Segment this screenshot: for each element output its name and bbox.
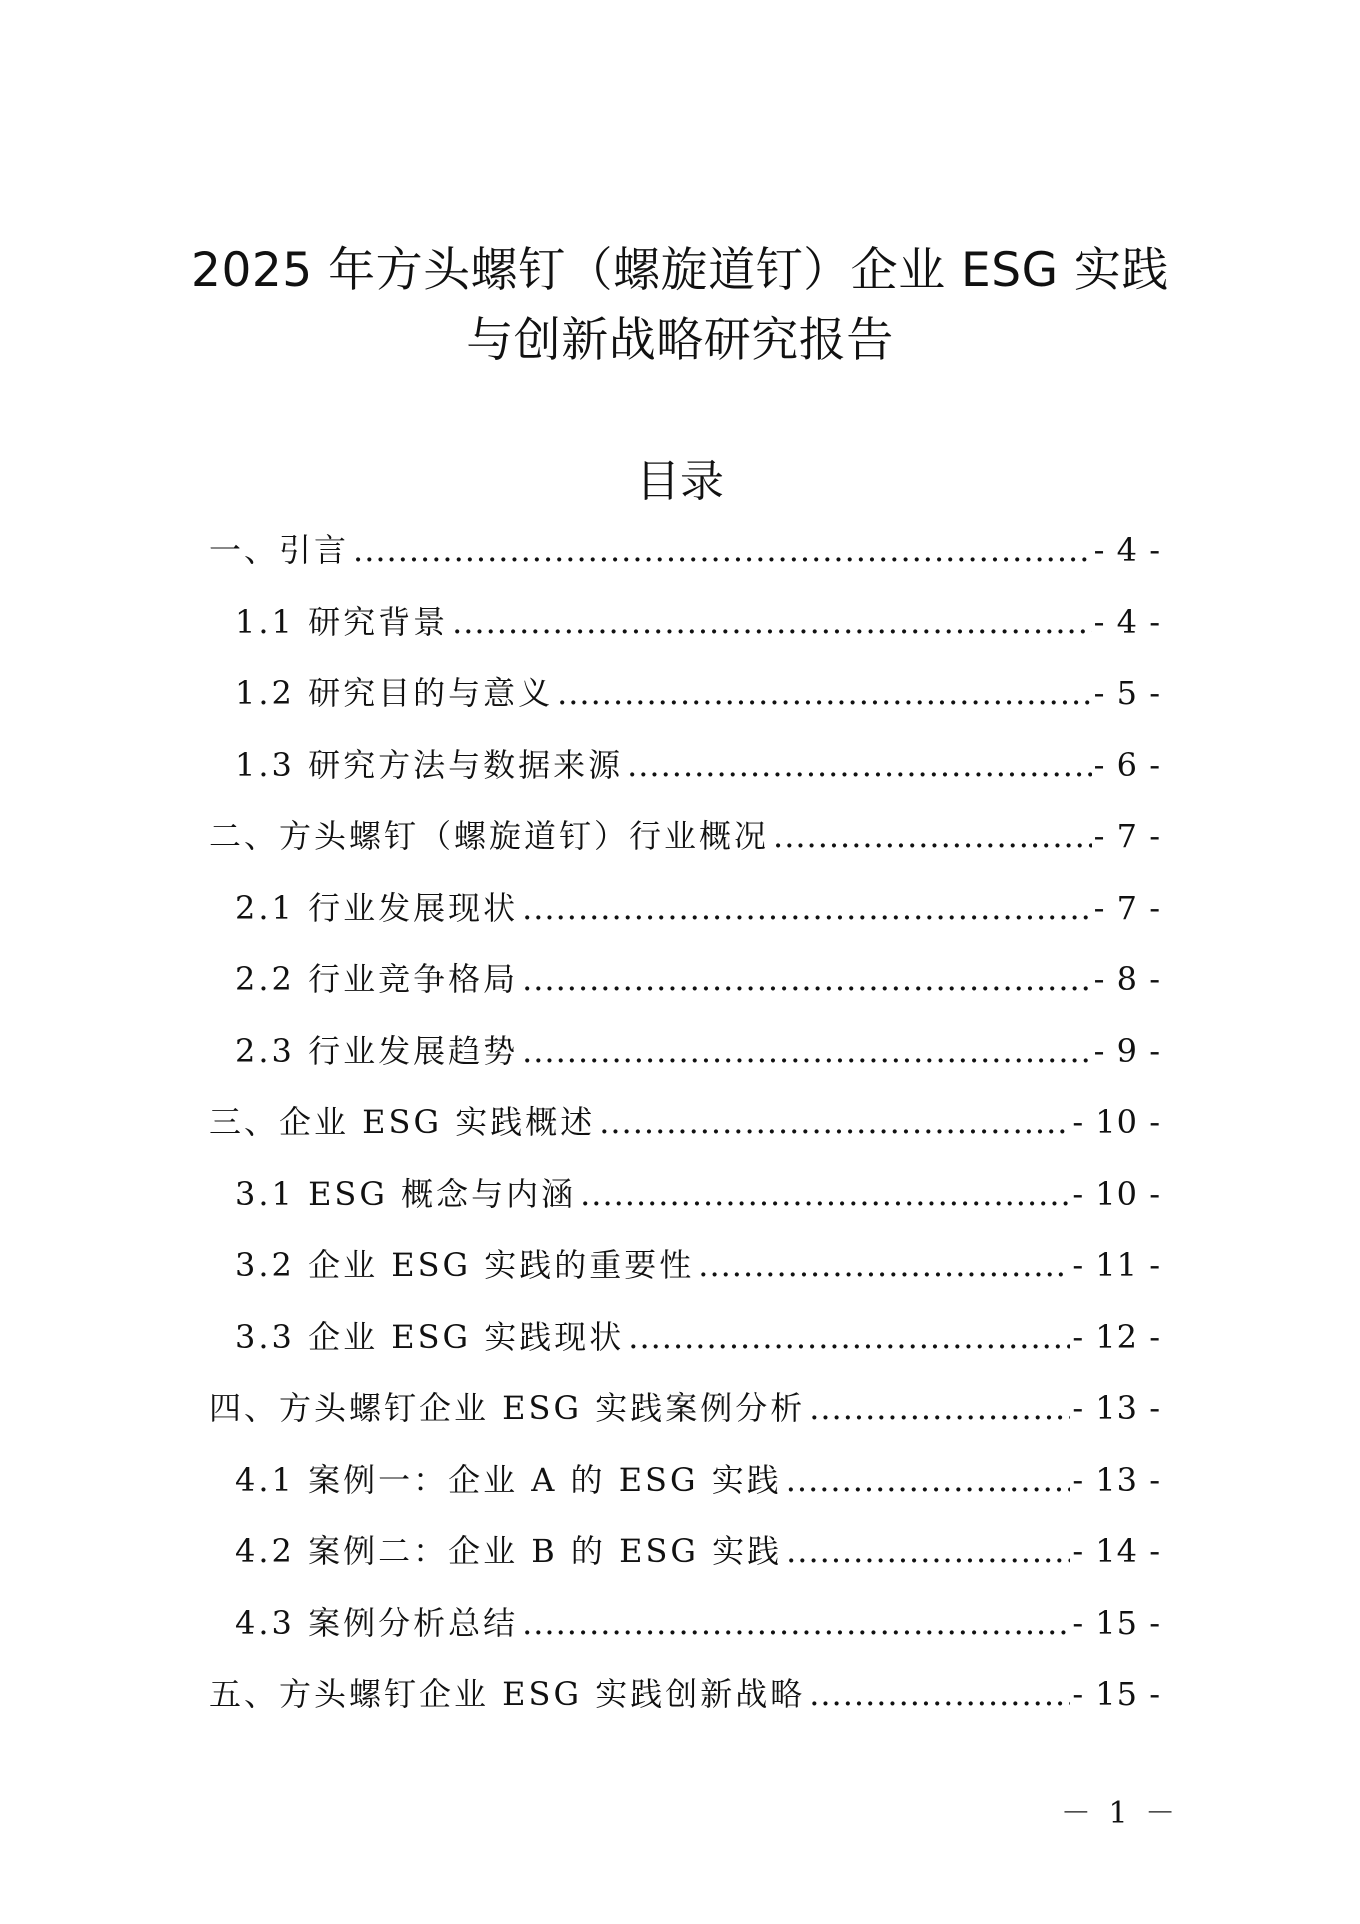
toc-entry-label: 2.3 行业发展趋势 — [235, 1031, 519, 1070]
toc-entry[interactable] — [209, 1523, 1161, 1595]
toc-dot-leader — [522, 951, 1092, 1007]
toc-entry-page: - 13 - — [1072, 1389, 1161, 1427]
toc-entry-page: - 15 - — [1072, 1603, 1161, 1642]
toc-dot-leader — [557, 665, 1092, 721]
table-of-contents — [209, 522, 1161, 1738]
toc-entry[interactable] — [209, 522, 1161, 594]
toc-dot-leader — [627, 737, 1092, 793]
document-title — [150, 236, 1210, 376]
toc-entry[interactable] — [209, 665, 1161, 737]
toc-entry-page: - 7 - — [1093, 888, 1161, 927]
toc-entry-label: 4.2 案例二：企业 B 的 ESG 实践 — [235, 1532, 783, 1570]
document-title-line-2: 与创新战略研究报告 — [466, 313, 894, 368]
toc-entry-label: 二、方头螺钉（螺旋道钉）行业概况 — [209, 817, 770, 855]
toc-entry-label: 4.1 案例一：企业 A 的 ESG 实践 — [235, 1460, 782, 1499]
toc-entry-label: 1.1 研究背景 — [235, 602, 449, 641]
toc-entry-page: - 13 - — [1072, 1460, 1161, 1499]
toc-entry-label: 3.1 ESG 概念与内涵 — [235, 1174, 577, 1213]
toc-dot-leader — [452, 594, 1092, 650]
toc-entry-page: - 15 - — [1072, 1675, 1161, 1713]
toc-entry[interactable] — [209, 951, 1161, 1023]
page-number: － 1 － — [1060, 1796, 1180, 1831]
toc-dot-leader — [628, 1309, 1070, 1365]
toc-entry-page: - 14 - — [1072, 1532, 1161, 1570]
toc-entry-label: 4.3 案例分析总结 — [235, 1603, 519, 1642]
toc-dot-leader — [353, 522, 1092, 578]
toc-entry-page: - 10 - — [1072, 1174, 1161, 1213]
toc-entry[interactable] — [209, 1237, 1161, 1309]
toc-entry-page: - 5 - — [1093, 674, 1161, 712]
toc-dot-leader — [786, 1452, 1071, 1508]
toc-entry-label: 1.2 研究目的与意义 — [235, 674, 554, 712]
toc-entry[interactable] — [209, 1380, 1161, 1452]
toc-entry-label: 四、方头螺钉企业 ESG 实践案例分析 — [209, 1389, 806, 1427]
toc-entry[interactable] — [209, 594, 1161, 666]
toc-entry-label: 三、企业 ESG 实践概述 — [209, 1103, 596, 1141]
toc-entry[interactable] — [209, 880, 1161, 952]
toc-entry-label: 1.3 研究方法与数据来源 — [235, 745, 624, 784]
toc-dot-leader — [522, 1595, 1070, 1651]
toc-entry-label: 3.3 企业 ESG 实践现状 — [235, 1317, 625, 1356]
toc-dot-leader — [522, 1023, 1092, 1079]
toc-entry[interactable] — [209, 1094, 1161, 1166]
toc-entry-page: - 11 - — [1072, 1246, 1161, 1284]
toc-entry-label: 一、引言 — [209, 531, 350, 569]
toc-dot-leader — [522, 880, 1092, 936]
toc-heading: 目录 — [636, 456, 724, 507]
toc-entry-page: - 8 - — [1093, 960, 1161, 998]
toc-entry[interactable] — [209, 737, 1161, 809]
toc-entry-label: 2.2 行业竞争格局 — [235, 960, 519, 998]
toc-dot-leader — [580, 1166, 1070, 1222]
toc-entry-label: 3.2 企业 ESG 实践的重要性 — [235, 1246, 695, 1284]
toc-entry-page: - 4 - — [1093, 531, 1161, 569]
toc-entry-page: - 9 - — [1093, 1031, 1161, 1070]
toc-entry[interactable] — [209, 1166, 1161, 1238]
toc-entry-page: - 6 - — [1093, 745, 1161, 784]
toc-entry[interactable] — [209, 1666, 1161, 1738]
toc-entry[interactable] — [209, 1452, 1161, 1524]
toc-entry[interactable] — [209, 808, 1161, 880]
toc-entry-page: - 7 - — [1093, 817, 1161, 855]
toc-dot-leader — [809, 1666, 1070, 1722]
toc-entry-label: 五、方头螺钉企业 ESG 实践创新战略 — [209, 1675, 806, 1713]
toc-entry[interactable] — [209, 1595, 1161, 1667]
toc-entry-page: - 10 - — [1072, 1103, 1161, 1141]
toc-dot-leader — [599, 1094, 1070, 1150]
toc-entry[interactable] — [209, 1309, 1161, 1381]
toc-entry-page: - 4 - — [1093, 602, 1161, 641]
toc-entry-label: 2.1 行业发展现状 — [235, 888, 519, 927]
toc-entry-page: - 12 - — [1072, 1317, 1161, 1356]
document-title-line-1: 2025 年方头螺钉（螺旋道钉）企业 ESG 实践 — [191, 243, 1169, 298]
toc-entry[interactable] — [209, 1023, 1161, 1095]
toc-dot-leader — [809, 1380, 1070, 1436]
toc-dot-leader — [786, 1523, 1070, 1579]
toc-dot-leader — [773, 808, 1092, 864]
toc-dot-leader — [698, 1237, 1070, 1293]
